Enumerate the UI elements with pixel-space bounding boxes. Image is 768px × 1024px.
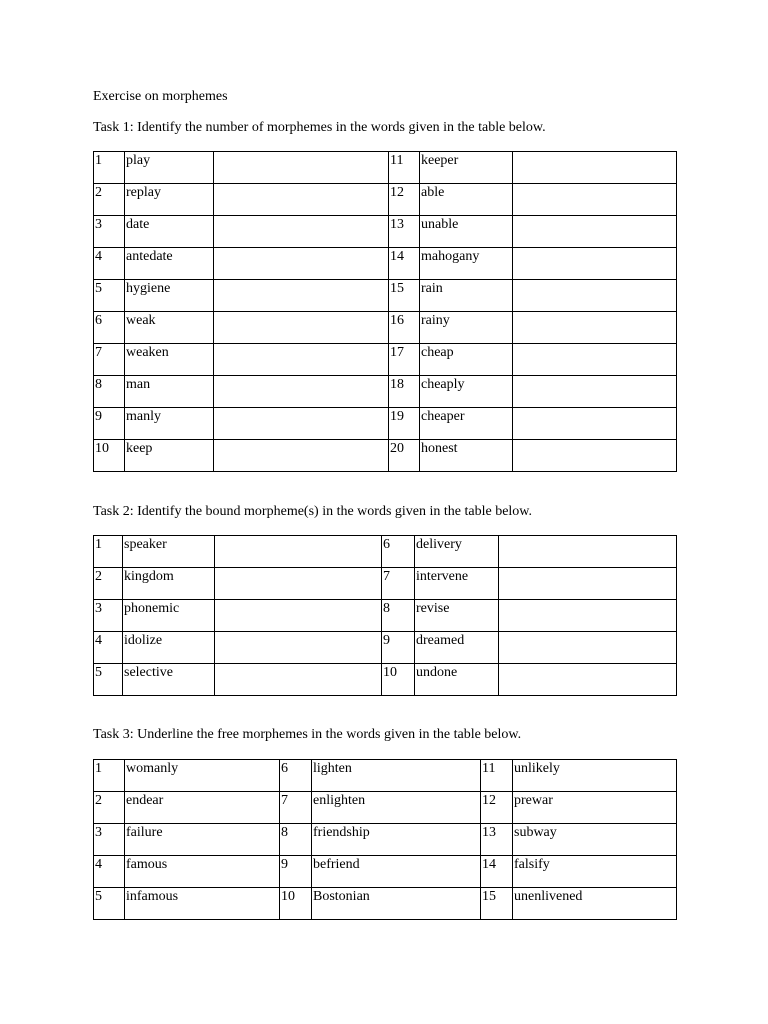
item-word: date [125,216,214,248]
item-word: rain [420,280,513,312]
item-number: 13 [481,824,513,856]
item-word: befriend [312,856,481,888]
answer-cell[interactable] [215,600,382,632]
item-number: 8 [280,824,312,856]
document-title: Exercise on morphemes [93,89,228,104]
task3-heading: Task 3: Underline the free morphemes in the words given in the table below. [93,727,522,742]
item-word: selective [123,664,215,696]
item-number: 2 [94,792,125,824]
answer-cell[interactable] [513,280,677,312]
item-number: 3 [94,600,123,632]
answer-cell[interactable] [513,248,677,280]
table-row [94,888,677,920]
item-number: 16 [389,312,420,344]
item-word: failure [125,824,280,856]
item-number: 10 [382,664,415,696]
item-word: prewar [513,792,677,824]
answer-cell[interactable] [513,184,677,216]
item-word: undone [415,664,499,696]
answer-cell[interactable] [215,568,382,600]
item-word: Bostonian [312,888,481,920]
answer-cell[interactable] [513,216,677,248]
answer-cell[interactable] [499,664,677,696]
item-number: 20 [389,440,420,472]
item-number: 9 [382,632,415,664]
answer-cell[interactable] [214,312,389,344]
task2-table [93,535,677,696]
item-number: 1 [94,760,125,792]
table-row [94,824,677,856]
item-number: 10 [280,888,312,920]
table-row [94,760,677,792]
item-number: 6 [280,760,312,792]
item-word: endear [125,792,280,824]
item-word: weaken [125,344,214,376]
table-row [94,312,677,344]
answer-cell[interactable] [499,600,677,632]
item-number: 10 [94,440,125,472]
item-number: 7 [280,792,312,824]
table-row [94,376,677,408]
item-word: keep [125,440,214,472]
item-word: falsify [513,856,677,888]
answer-cell[interactable] [215,664,382,696]
item-number: 11 [481,760,513,792]
item-word: weak [125,312,214,344]
answer-cell[interactable] [214,344,389,376]
item-word: speaker [123,536,215,568]
table-row [94,408,677,440]
item-word: manly [125,408,214,440]
item-word: rainy [420,312,513,344]
item-number: 12 [481,792,513,824]
answer-cell[interactable] [214,280,389,312]
item-word: enlighten [312,792,481,824]
item-number: 15 [481,888,513,920]
item-number: 9 [280,856,312,888]
answer-cell[interactable] [499,632,677,664]
answer-cell[interactable] [513,408,677,440]
item-word: infamous [125,888,280,920]
answer-cell[interactable] [513,152,677,184]
table-row [94,248,677,280]
table-row [94,216,677,248]
item-number: 14 [389,248,420,280]
task1-heading: Task 1: Identify the number of morphemes in the words given in the table below. [93,120,546,135]
answer-cell[interactable] [214,152,389,184]
item-number: 15 [389,280,420,312]
item-number: 3 [94,824,125,856]
item-number: 13 [389,216,420,248]
answer-cell[interactable] [214,216,389,248]
answer-cell[interactable] [214,376,389,408]
item-word: cheaply [420,376,513,408]
answer-cell[interactable] [513,376,677,408]
item-number: 14 [481,856,513,888]
item-number: 8 [382,600,415,632]
item-word: hygiene [125,280,214,312]
table-row [94,600,677,632]
item-word: cheap [420,344,513,376]
item-word: able [420,184,513,216]
answer-cell[interactable] [499,536,677,568]
item-number: 18 [389,376,420,408]
answer-cell[interactable] [513,312,677,344]
table-row [94,856,677,888]
item-word: honest [420,440,513,472]
table-row [94,792,677,824]
answer-cell[interactable] [513,440,677,472]
item-word: replay [125,184,214,216]
item-number: 5 [94,888,125,920]
answer-cell[interactable] [215,632,382,664]
item-number: 7 [94,344,125,376]
answer-cell[interactable] [215,536,382,568]
item-number: 9 [94,408,125,440]
item-number: 11 [389,152,420,184]
item-word: man [125,376,214,408]
item-number: 17 [389,344,420,376]
item-word: lighten [312,760,481,792]
item-word: cheaper [420,408,513,440]
answer-cell[interactable] [214,440,389,472]
item-word: unenlivened [513,888,677,920]
table-row [94,568,677,600]
answer-cell[interactable] [513,344,677,376]
item-word: unlikely [513,760,677,792]
item-word: unable [420,216,513,248]
task3-table [93,759,677,920]
item-word: mahogany [420,248,513,280]
item-number: 4 [94,856,125,888]
table-row [94,632,677,664]
item-number: 5 [94,280,125,312]
item-number: 12 [389,184,420,216]
task2-heading: Task 2: Identify the bound morpheme(s) in the words given in the table below. [93,504,533,519]
item-word: phonemic [123,600,215,632]
item-number: 6 [382,536,415,568]
item-word: womanly [125,760,280,792]
item-number: 1 [94,152,125,184]
answer-cell[interactable] [214,184,389,216]
answer-cell[interactable] [499,568,677,600]
item-number: 4 [94,248,125,280]
table-row [94,664,677,696]
item-word: intervene [415,568,499,600]
item-number: 4 [94,632,123,664]
table-row [94,280,677,312]
table-row [94,344,677,376]
item-number: 6 [94,312,125,344]
item-word: subway [513,824,677,856]
item-number: 5 [94,664,123,696]
table-row [94,152,677,184]
item-word: dreamed [415,632,499,664]
answer-cell[interactable] [214,248,389,280]
item-number: 3 [94,216,125,248]
table-row [94,184,677,216]
item-number: 1 [94,536,123,568]
table-row [94,440,677,472]
task1-table [93,151,677,472]
table-row [94,536,677,568]
item-word: kingdom [123,568,215,600]
item-word: friendship [312,824,481,856]
item-number: 2 [94,568,123,600]
item-word: keeper [420,152,513,184]
item-number: 7 [382,568,415,600]
item-word: idolize [123,632,215,664]
item-word: revise [415,600,499,632]
item-number: 2 [94,184,125,216]
item-word: delivery [415,536,499,568]
item-word: play [125,152,214,184]
item-word: famous [125,856,280,888]
item-number: 8 [94,376,125,408]
item-word: antedate [125,248,214,280]
item-number: 19 [389,408,420,440]
answer-cell[interactable] [214,408,389,440]
